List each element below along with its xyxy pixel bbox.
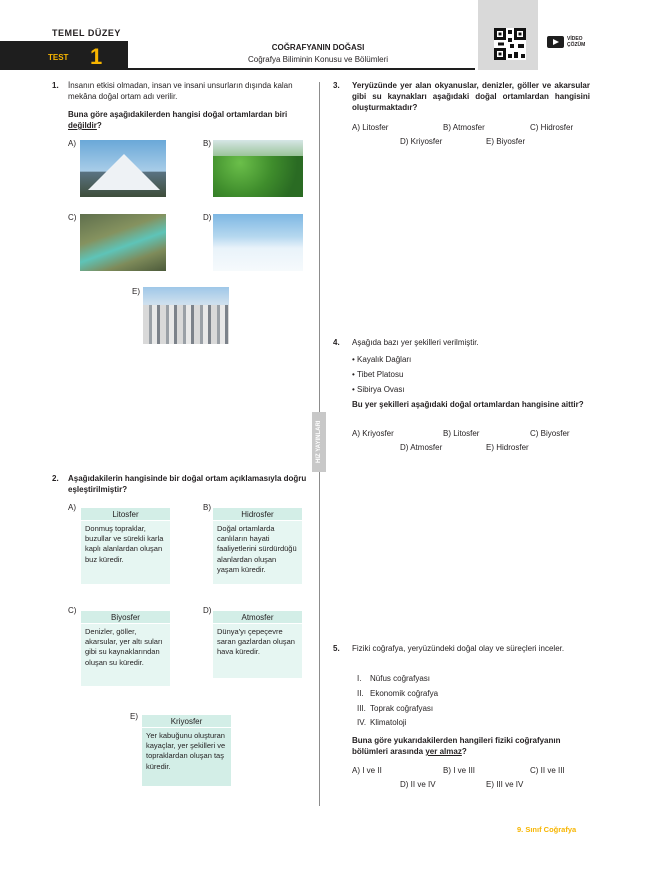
q2-option-b-card[interactable] xyxy=(213,507,302,584)
q5-item-3-num: III. xyxy=(357,704,366,713)
q1-option-a-letter[interactable]: A) xyxy=(68,139,76,148)
q3-option-d[interactable]: D) Kriyosfer xyxy=(400,137,443,146)
q5-number: 5. xyxy=(333,644,340,653)
topic-title: COĞRAFYANIN DOĞASI xyxy=(271,43,365,52)
q4-option-a[interactable]: A) Kriyosfer xyxy=(352,429,394,438)
q2-option-e-card[interactable] xyxy=(142,714,231,786)
q5-item-4 xyxy=(357,717,406,728)
q5-item-2-text: Ekonomik coğrafya xyxy=(370,689,439,698)
q5-item-4-num: IV. xyxy=(357,718,367,727)
q5-question xyxy=(352,735,590,757)
q5-item-3-text: Toprak coğrafyası xyxy=(370,704,434,713)
q1-option-c-river-image[interactable] xyxy=(80,214,166,271)
q5-item-2 xyxy=(357,688,438,699)
q1-option-e-letter[interactable]: E) xyxy=(132,287,140,296)
video-label-line2: ÇÖZÜM xyxy=(567,42,586,48)
q3-option-a[interactable]: A) Litosfer xyxy=(352,123,389,132)
q2-option-d-title: Atmosfer xyxy=(213,610,302,623)
test-label: TEST xyxy=(48,53,69,62)
q4-bullet-2-text: Tibet Platosu xyxy=(357,370,404,379)
q2-option-a-title: Litosfer xyxy=(81,507,170,520)
q1-question-negative: değildir xyxy=(68,121,97,130)
video-play-icon[interactable] xyxy=(547,36,564,48)
video-panel xyxy=(538,0,652,70)
q2-option-e-title: Kriyosfer xyxy=(142,714,231,727)
q4-option-b[interactable]: B) Litosfer xyxy=(443,429,480,438)
q1-option-a-mountain-image[interactable] xyxy=(80,140,166,197)
q1-question xyxy=(68,109,308,131)
q2-number: 2. xyxy=(52,474,59,483)
q5-question-negative: yer almaz xyxy=(425,747,462,756)
video-solution-label[interactable] xyxy=(567,36,585,48)
q4-bullet-2: • Tibet Platosu xyxy=(352,370,404,379)
q5-text: Fiziki coğrafya, yeryüzündeki doğal olay ve süreçleri inceler. xyxy=(352,644,565,653)
q1-question-pre: Buna göre aşağıdakilerden hangisi doğal ortamlardan biri xyxy=(68,110,288,119)
publisher-watermark: HIZ YAYINLARI xyxy=(312,412,326,472)
q2-option-b-title: Hidrosfer xyxy=(213,507,302,520)
q3-number: 3. xyxy=(333,81,340,90)
q5-option-b[interactable]: B) I ve III xyxy=(443,766,476,775)
q5-item-3 xyxy=(357,703,433,714)
q2-option-b-letter[interactable]: B) xyxy=(203,503,211,512)
q2-option-d-letter[interactable]: D) xyxy=(203,606,212,615)
q5-item-1-text: Nüfus coğrafyası xyxy=(370,674,431,683)
test-number: 1 xyxy=(90,44,103,69)
q2-option-b-body: Doğal ortamlarda canlıların hayati faaliyetlerini sürdürdüğü alanlardan oluşan yaşam küredir. xyxy=(213,521,302,584)
q1-option-d-letter[interactable]: D) xyxy=(203,213,212,222)
q5-item-1-num: I. xyxy=(357,674,362,683)
q5-question-post: ? xyxy=(461,747,467,756)
q5-option-c[interactable]: C) II ve III xyxy=(530,766,565,775)
q4-text: Aşağıda bazı yer şekilleri verilmiştir. xyxy=(352,338,479,347)
q3-option-c[interactable]: C) Hidrosfer xyxy=(530,123,574,132)
q2-option-c-body: Denizler, göller, akarsular, yer altı suları gibi su kaynaklarından oluşan su küredir. xyxy=(81,624,170,686)
q2-option-a-card[interactable] xyxy=(81,507,170,584)
q2-option-d-body: Dünya'yı çepeçevre saran gazlardan oluşan hava küredir. xyxy=(213,624,302,678)
q5-item-4-text: Klimatoloji xyxy=(370,718,407,727)
q4-bullet-3-text: Sibirya Ovası xyxy=(357,385,405,394)
q2-option-d-card[interactable] xyxy=(213,610,302,678)
q1-option-c-letter[interactable]: C) xyxy=(68,213,77,222)
q2-text: Aşağıdakilerin hangisinde bir doğal ortam açıklamasıyla doğru eşleştirilmiştir? xyxy=(68,474,307,494)
q4-bullet-3: • Sibirya Ovası xyxy=(352,385,405,394)
q4-question: Bu yer şekilleri aşağıdaki doğal ortamlardan hangisine aittir? xyxy=(352,400,584,409)
level-label: TEMEL DÜZEY xyxy=(52,28,121,38)
q5-option-e[interactable]: E) III ve IV xyxy=(486,780,524,789)
q1-option-d-snowfield-image[interactable] xyxy=(213,214,303,271)
q5-question-pre: Buna göre yukarıdakilerden hangileri fiziki coğrafyanın bölümleri arasında xyxy=(352,736,561,756)
q2-option-c-title: Biyosfer xyxy=(81,610,170,623)
footer-course-label: 9. Sınıf Coğrafya xyxy=(517,825,577,834)
q4-number: 4. xyxy=(333,338,340,347)
topic-subtitle: Coğrafya Biliminin Konusu ve Bölümleri xyxy=(247,55,389,64)
q4-option-e[interactable]: E) Hidrosfer xyxy=(486,443,529,452)
q2-option-e-body: Yer kabuğunu oluşturan kayaçlar, yer şekilleri ve topraklardan oluşan taş küredir. xyxy=(142,728,231,786)
q1-option-b-letter[interactable]: B) xyxy=(203,139,211,148)
q2-option-a-body: Donmuş topraklar, buzullar ve sürekli karla kaplı alanlardan oluşan buz küredir. xyxy=(81,521,170,584)
q5-option-a[interactable]: A) I ve II xyxy=(352,766,382,775)
q2-option-a-letter[interactable]: A) xyxy=(68,503,76,512)
q4-option-c[interactable]: C) Biyosfer xyxy=(530,429,570,438)
q1-option-b-forest-image[interactable] xyxy=(213,140,303,197)
q4-bullet-1-text: Kayalık Dağları xyxy=(357,355,412,364)
q2-option-e-letter[interactable]: E) xyxy=(130,712,138,721)
q3-text: Yeryüzünde yer alan okyanuslar, denizler, göller ve akarsular gibi su kaynakları aşağıdaki doğal ortamlardan hangisini oluşturmaktadır? xyxy=(352,81,590,112)
q3-option-b[interactable]: B) Atmosfer xyxy=(443,123,485,132)
q4-bullet-1: • Kayalık Dağları xyxy=(352,355,412,364)
q1-number: 1. xyxy=(52,81,59,90)
q1-text: İnsanın etkisi olmadan, insan ve insani unsurların dışında kalan mekâna doğal ortam adı verilir. xyxy=(68,81,293,101)
q1-option-e-city-image[interactable] xyxy=(143,287,229,344)
video-label-line1: VİDEO xyxy=(567,36,583,42)
q2-option-c-letter[interactable]: C) xyxy=(68,606,77,615)
q4-option-d[interactable]: D) Atmosfer xyxy=(400,443,443,452)
q3-option-e[interactable]: E) Biyosfer xyxy=(486,137,526,146)
q5-item-2-num: II. xyxy=(357,689,364,698)
q2-option-c-card[interactable] xyxy=(81,610,170,686)
q1-question-post: ? xyxy=(96,121,102,130)
qr-code-icon[interactable] xyxy=(494,28,526,60)
q5-option-d[interactable]: D) II ve IV xyxy=(400,780,436,789)
q5-item-1 xyxy=(357,673,430,684)
